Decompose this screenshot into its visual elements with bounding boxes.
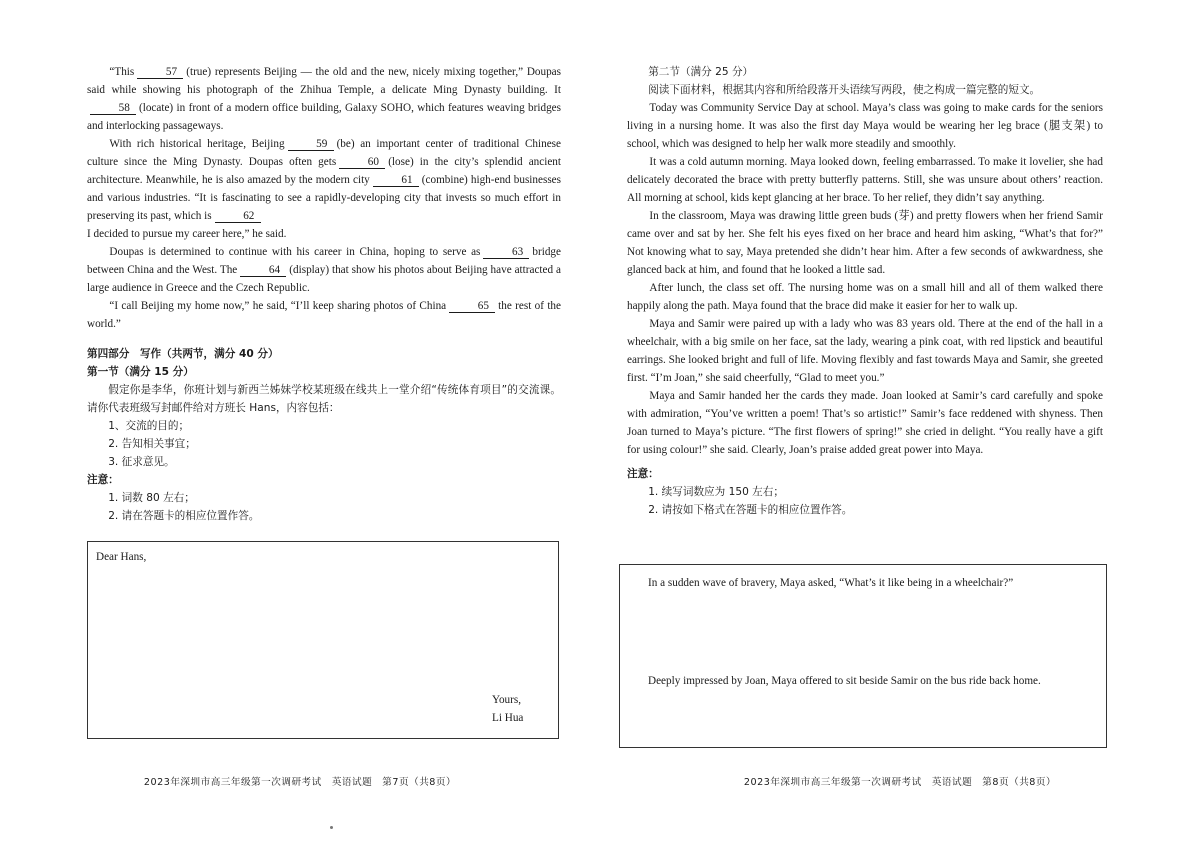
letter-greeting: Dear Hans, (96, 551, 147, 563)
blank-59: 59 (288, 138, 334, 151)
text-span: (display) that show his photos about Beijing have attracted a large audience in Greece and the Czech Republic. (87, 264, 561, 294)
note-2: 2. 请按如下格式在答题卡的相应位置作答。 (648, 504, 853, 516)
passage-paragraph-4 (87, 297, 561, 333)
text-span: With rich historical heritage, Beijing (109, 138, 285, 150)
passage-paragraph-3 (87, 243, 561, 297)
text-span: I decided to pursue my career here,” he said. (87, 228, 287, 240)
blank-63: 63 (483, 246, 529, 259)
page-footer: 2023年深圳市高三年级第一次调研考试 英语试题 第7页（共8页） (143, 777, 457, 788)
section2-title: 第二节（满分 25 分） (648, 66, 754, 78)
letter-signature: Li Hua (492, 712, 524, 724)
page-footer: 2023年深圳市高三年级第一次调研考试 英语试题 第8页（共8页） (743, 777, 1057, 788)
writing-task: 假定你是李华，你班计划与新西兰姊妹学校某班级在线共上一堂介绍“传统体育项目”的交流课。请你代表班级写封邮件给对方班长 Hans，内容包括： (87, 384, 561, 414)
cloze-passage (87, 63, 561, 525)
text-span: “I call Beijing my home now,” he said, “I’ll keep sharing photos of China (109, 300, 447, 312)
blank-57: 57 (137, 66, 183, 79)
continuation-answer-box (619, 564, 1107, 748)
blank-64: 64 (240, 264, 286, 277)
text-span: “This (109, 66, 135, 78)
task-point-1: 1、交流的目的； (108, 420, 190, 432)
section1-title: 第一节（满分 15 分） (87, 366, 194, 378)
passage-paragraph-2 (87, 135, 561, 243)
letter-closing: Yours, (492, 694, 522, 706)
story-paragraph-6: Maya and Samir handed her the cards they made. Joan looked at Samir’s card carefully and spoke with admiration, “You’ve written a poem! That’s so artistic!” Samir’s face reddened with shyness. Then Joan turned to Maya’s picture. “The first flowers of spring!” she cried in delight. “You really have a gift for using colour!” she said. Clearly, Joan’s praise added great power into Maya. (627, 390, 1103, 456)
blank-62: 62 (215, 210, 261, 223)
story-paragraph-1: Today was Community Service Day at school. Maya’s class was going to make cards for the seniors living in a nursing home. It was also the first day Maya would be wearing her leg brace (腿支架) to school, which was designed to help her walk more steadily and smoothly. (627, 102, 1103, 150)
blank-61: 61 (373, 174, 419, 187)
blank-65: 65 (449, 300, 495, 313)
task-point-2: 2. 告知相关事宜； (108, 438, 196, 450)
task-point-3: 3. 征求意见。 (108, 456, 175, 468)
note-1: 1. 续写词数应为 150 左右； (648, 486, 784, 498)
text-span: bridge between China and the West. The (87, 246, 561, 276)
paragraph-prompt-2: Deeply impressed by Joan, Maya offered to sit beside Samir on the bus ride back home. (648, 675, 1041, 687)
paragraph-prompt-1: In a sudden wave of bravery, Maya asked, “What’s it like being in a wheelchair?” (648, 577, 1014, 589)
story-paragraph-2: It was a cold autumn morning. Maya looked down, feeling embarrassed. To make it lovelier, she had delicately decorated the brace with pretty butterfly patterns. Still, she was unsure about others’ reaction. All morning at school, kids kept glancing at her brace. To her relief, they didn’t say anything. (627, 156, 1103, 204)
text-span: the rest of the world.” (87, 300, 561, 330)
text-span: (be) an important center of traditional Chinese culture since the Ming Dynasty. Doupas often gets (87, 138, 561, 168)
note-2: 2. 请在答题卡的相应位置作答。 (108, 510, 260, 522)
text-span: (lose) in the city’s splendid ancient architecture. Meanwhile, he is also amazed by the modern city (87, 156, 561, 186)
exam-page-8 (600, 0, 1200, 848)
section2-instruction: 阅读下面材料，根据其内容和所给段落开头语续写两段，使之构成一篇完整的短文。 (648, 84, 1041, 96)
story-paragraph-5: Maya and Samir were paired up with a lady who was 83 years old. There at the end of the hall in a wheelchair, with a big smile on her face, sat the lady, wearing a pink coat, with red lipstick and beautiful earrings. She looked bright and full of life. Moving flexibly and fast towards Maya and Samir, she greeted first. “I’m Joan,” she said cheerfully, “Glad to meet you.” (627, 318, 1103, 384)
text-span: Doupas is determined to continue with his career in China, hoping to serve as (109, 246, 481, 258)
text-span: (combine) high-end businesses and various industries. “It is fascinating to see a rapidly-developing city that invests so much effort in preserving its past, which is (87, 174, 561, 222)
text-span: (true) represents Beijing — the old and the new, nicely mixing together,” Doupas said while showing his photograph of the Zhihua Temple, a delicate Ming Dynasty building. It (87, 66, 561, 96)
story-paragraph-3: In the classroom, Maya was drawing little green buds (芽) and pretty flowers when her friend Samir came over and sat by her. She felt his eyes fixed on her brace and heard him asking, “What’s that for?” Not knowing what to say, Maya pretended she didn’t hear him. After a few seconds of awkwardness, she glanced back at him, and found that he looked a little sad. (627, 210, 1103, 276)
story-paragraph-4: After lunch, the class set off. The nursing home was on a small hill and all of them walked there happily along the path. Maya found that the brace did make it easier for her to walk up. (627, 282, 1103, 312)
part4-title: 第四部分 写作（共两节，满分 40 分） (87, 348, 279, 360)
letter-answer-box (87, 541, 559, 739)
passage-paragraph-1 (87, 63, 561, 135)
note-title: 注意： (87, 474, 119, 486)
note-title: 注意： (627, 468, 659, 480)
text-span: (locate) in front of a modern office building, Galaxy SOHO, which features weaving bridges and interlocking passageways. (87, 102, 561, 132)
scan-speck (330, 826, 333, 829)
blank-60: 60 (339, 156, 385, 169)
note-1: 1. 词数 80 左右； (108, 492, 195, 504)
continuation-writing (627, 63, 1103, 519)
blank-58: 58 (90, 102, 136, 115)
